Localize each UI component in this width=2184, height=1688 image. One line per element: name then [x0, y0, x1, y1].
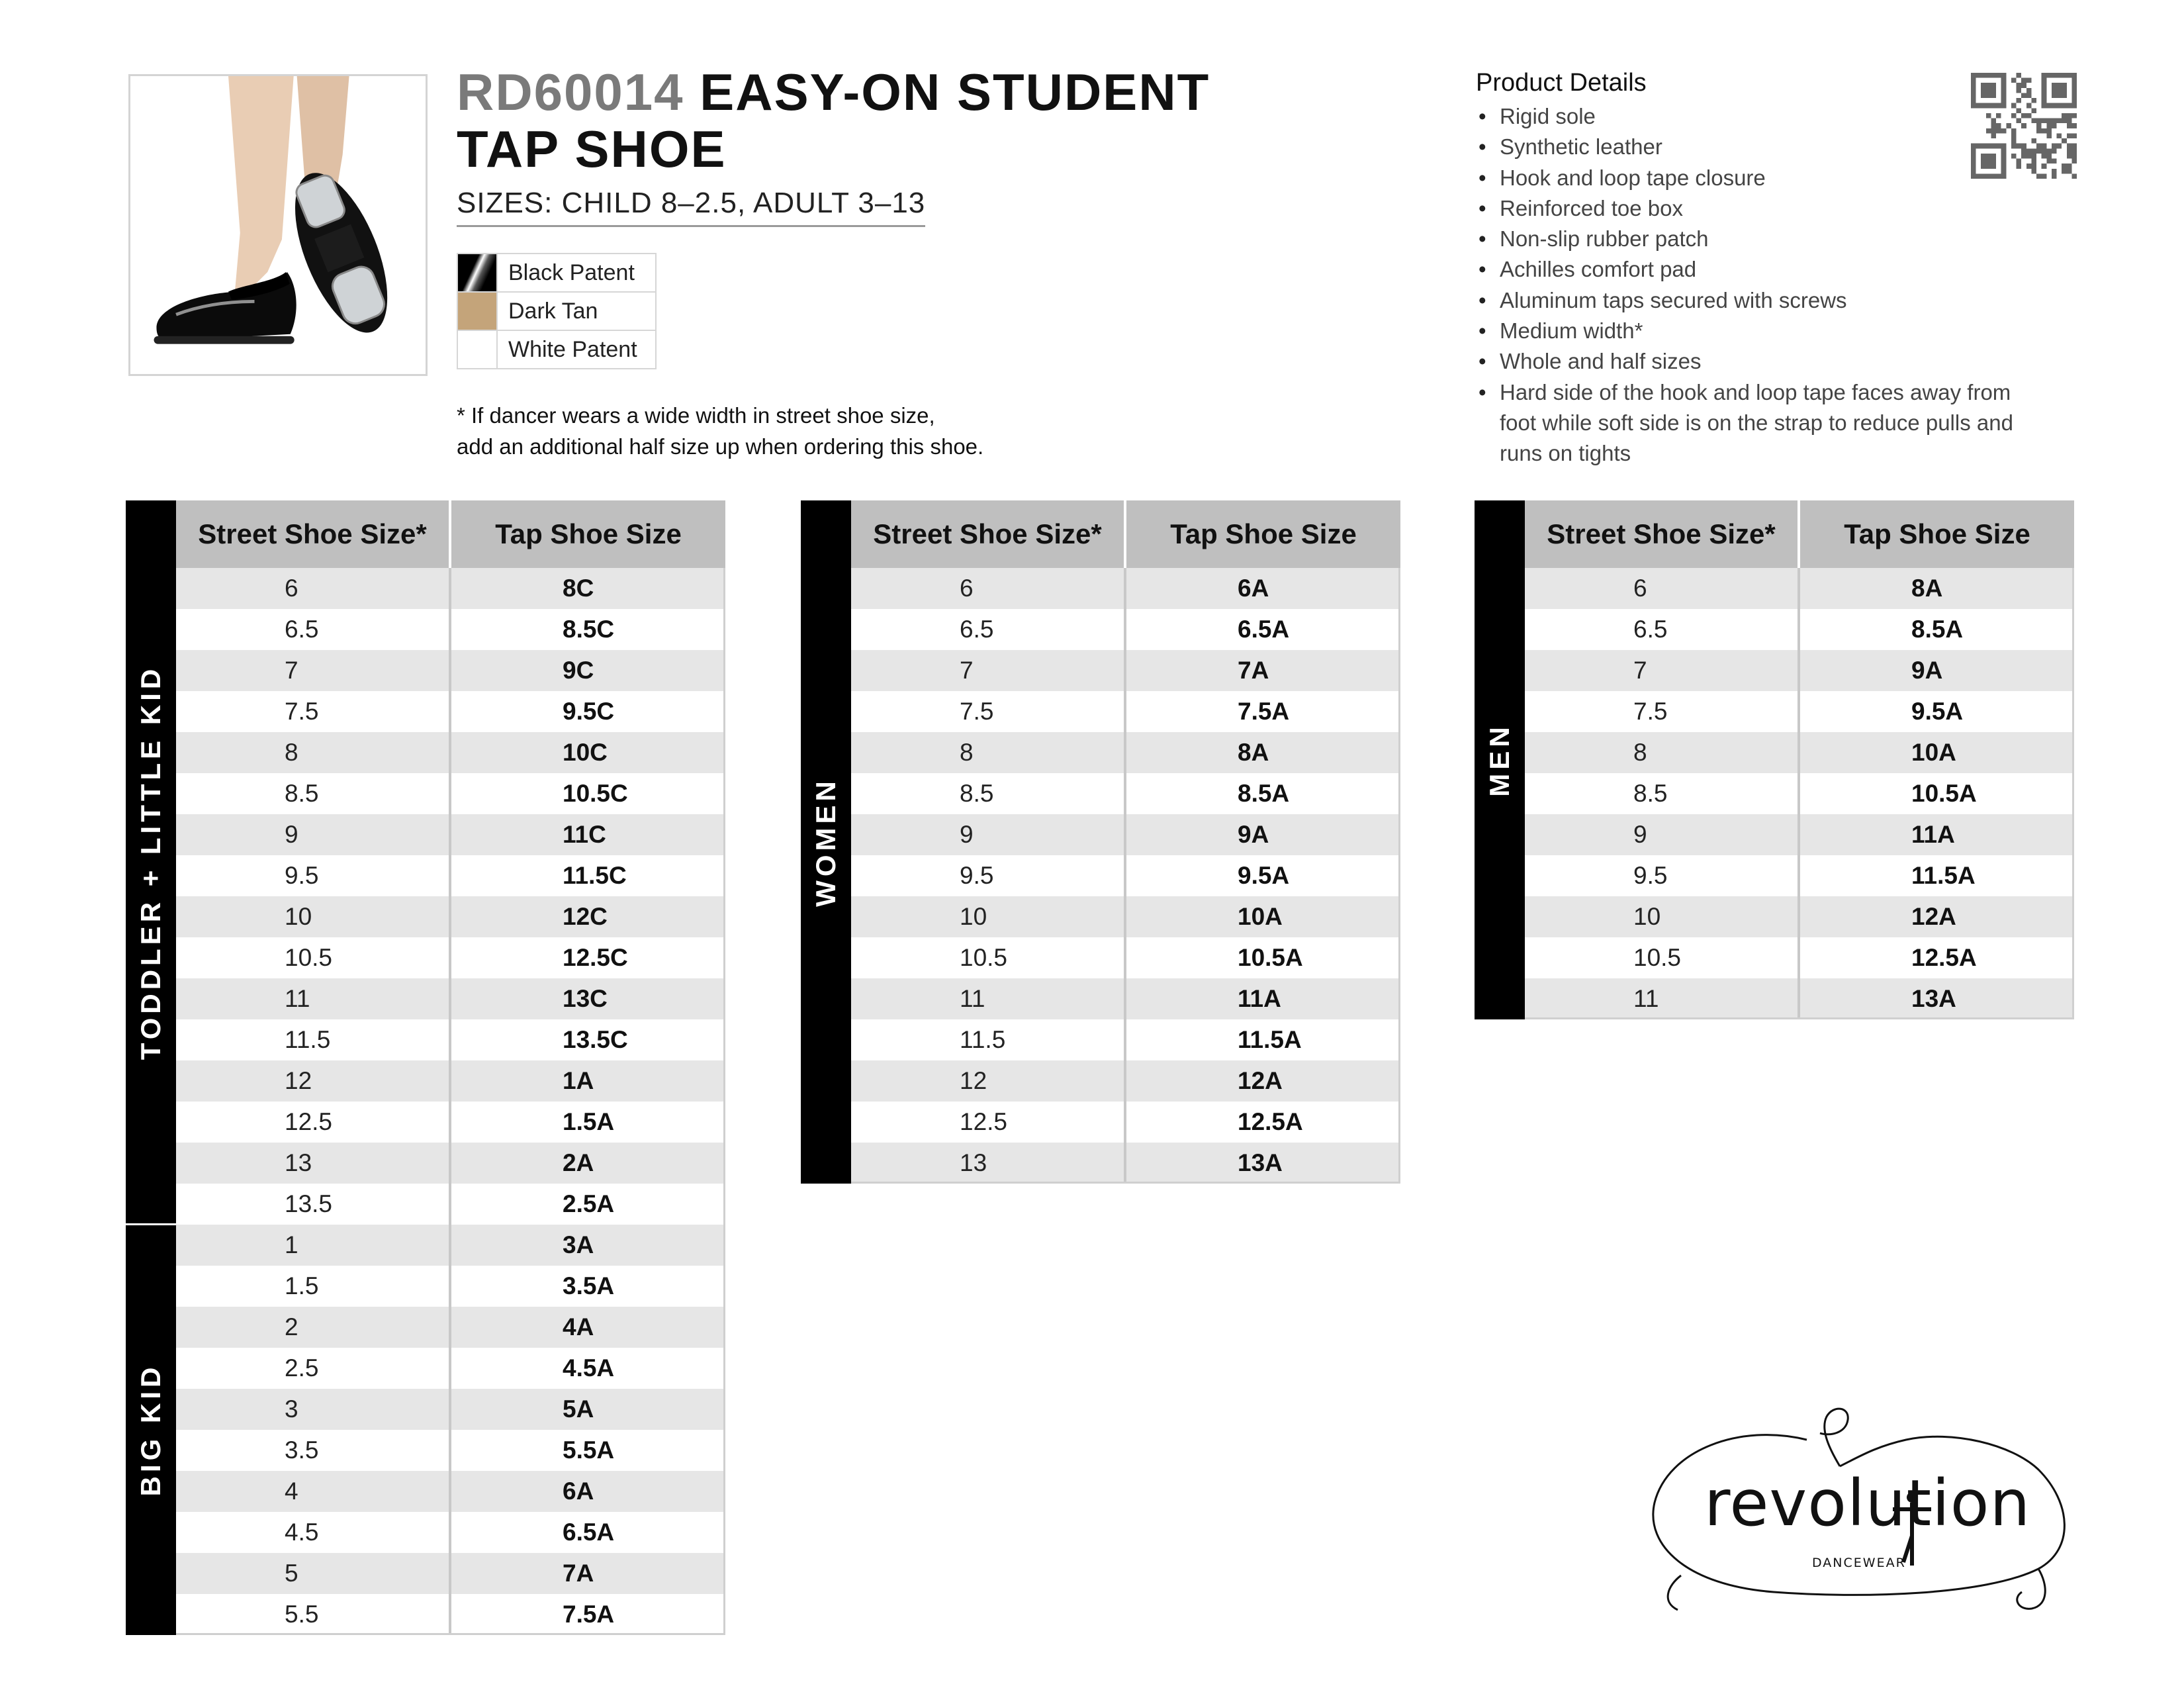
- tap-size-cell: 12A: [1911, 903, 1956, 930]
- detail-item-line: foot while soft side is on the strap to reduce pulls and: [1500, 410, 2013, 435]
- table-row: [1525, 609, 2074, 650]
- table-body: [851, 568, 1400, 1184]
- table-row: [176, 1143, 725, 1184]
- detail-item-line: runs on tights: [1500, 441, 1631, 466]
- table-row: [851, 650, 1400, 691]
- men-size-table: [1475, 500, 2074, 1019]
- tap-size-cell: 9C: [563, 657, 594, 684]
- tap-size-cell: 13.5C: [563, 1026, 628, 1053]
- tap-size-cell: 10A: [1238, 903, 1283, 930]
- tap-size-cell: 1.5A: [563, 1108, 615, 1135]
- street-size-cell: 8: [1525, 732, 1800, 773]
- street-size-cell: 7: [176, 650, 451, 691]
- table-row: [176, 650, 725, 691]
- tap-size-header: Tap Shoe Size: [451, 500, 725, 568]
- men-label: MEN: [1484, 723, 1515, 797]
- tap-size-cell: 7.5A: [1238, 698, 1290, 725]
- street-size-cell: 5.5: [176, 1594, 451, 1635]
- tap-size-cell: 12.5A: [1238, 1108, 1303, 1135]
- tap-size-header: Tap Shoe Size: [1126, 500, 1400, 568]
- product-title: [457, 64, 1284, 177]
- street-size-cell: 13.5: [176, 1184, 451, 1225]
- women-band: [801, 500, 851, 1184]
- table-row: [1525, 568, 2074, 609]
- street-size-cell: 10.5: [1525, 937, 1800, 978]
- tap-size-cell: 12A: [1238, 1067, 1283, 1094]
- big-kid-label: BIG KID: [135, 1363, 166, 1497]
- table-row: [176, 1225, 725, 1266]
- tap-size-cell: 8A: [1238, 739, 1269, 766]
- table-row: [851, 1143, 1400, 1184]
- table-row: [851, 773, 1400, 814]
- table-row: [176, 1019, 725, 1060]
- detail-item: • Whole and half sizes: [1476, 346, 2085, 377]
- street-size-cell: 6.5: [851, 609, 1126, 650]
- color-name: White Patent: [497, 330, 656, 369]
- table-row: [176, 1430, 725, 1471]
- table-row: [1525, 691, 2074, 732]
- tap-size-cell: 10.5A: [1911, 780, 1977, 807]
- table-row: [176, 568, 725, 609]
- street-size-cell: 9: [1525, 814, 1800, 855]
- tap-size-cell: 5A: [563, 1395, 594, 1423]
- street-size-cell: 8.5: [176, 773, 451, 814]
- table-body: [1525, 568, 2074, 1019]
- tap-size-cell: 7A: [1238, 657, 1269, 684]
- street-size-cell: 2: [176, 1307, 451, 1348]
- street-size-cell: 2.5: [176, 1348, 451, 1389]
- big-kid-band: [126, 1225, 176, 1635]
- tap-size-cell: 6.5A: [563, 1519, 615, 1546]
- tap-size-cell: 8.5A: [1238, 780, 1290, 807]
- street-size-cell: 11.5: [176, 1019, 451, 1060]
- street-size-cell: 10.5: [851, 937, 1126, 978]
- table-row: [851, 978, 1400, 1019]
- street-size-cell: 11: [176, 978, 451, 1019]
- tap-size-header: Tap Shoe Size: [1800, 500, 2074, 568]
- table-row: [851, 609, 1400, 650]
- toddler-little-kid-band: [126, 500, 176, 1225]
- tap-size-cell: 12C: [563, 903, 608, 930]
- product-name-line1: EASY-ON STUDENT: [700, 63, 1210, 121]
- street-size-cell: 11: [1525, 978, 1800, 1019]
- tap-size-cell: 3A: [563, 1231, 594, 1258]
- detail-item: • Rigid sole: [1476, 101, 2085, 132]
- tap-size-cell: 13C: [563, 985, 608, 1012]
- tap-size-cell: 11A: [1911, 821, 1955, 848]
- table-header: [176, 500, 725, 568]
- kids-size-table: [126, 500, 725, 1635]
- street-size-cell: 6: [176, 568, 451, 609]
- street-size-cell: 3: [176, 1389, 451, 1430]
- table-row: [176, 1184, 725, 1225]
- tap-size-cell: 11C: [563, 821, 606, 848]
- table-row: [176, 1307, 725, 1348]
- table-row: [1525, 855, 2074, 896]
- table-body: [176, 568, 725, 1635]
- table-row: [851, 814, 1400, 855]
- street-size-header: Street Shoe Size*: [176, 500, 451, 568]
- table-row: [176, 1389, 725, 1430]
- table-row: [176, 1348, 725, 1389]
- table-row: [1525, 650, 2074, 691]
- tap-size-cell: 8.5A: [1911, 616, 1964, 643]
- tap-size-cell: 2A: [563, 1149, 594, 1176]
- detail-item: • Medium width*: [1476, 316, 2085, 346]
- street-size-cell: 12: [176, 1060, 451, 1102]
- table-row: [176, 691, 725, 732]
- detail-item: [1476, 377, 2085, 469]
- width-note-line2: add an additional half size up when ordering this shoe.: [457, 434, 984, 459]
- tap-size-cell: 10C: [563, 739, 608, 766]
- street-size-cell: 7.5: [1525, 691, 1800, 732]
- revolution-dancewear-logo: [1641, 1403, 2078, 1628]
- tap-size-cell: 8C: [563, 575, 594, 602]
- dark-tan-swatch: [457, 292, 497, 330]
- street-size-cell: 8: [851, 732, 1126, 773]
- table-row: [176, 1266, 725, 1307]
- street-size-cell: 13: [176, 1143, 451, 1184]
- tap-size-cell: 13A: [1238, 1149, 1283, 1176]
- detail-item: • Hook and loop tape closure: [1476, 163, 2085, 193]
- size-range: SIZES: CHILD 8–2.5, ADULT 3–13: [457, 187, 925, 227]
- street-size-cell: 4.5: [176, 1512, 451, 1553]
- street-size-cell: 9: [851, 814, 1126, 855]
- color-row: [457, 330, 656, 369]
- tap-size-cell: 12.5A: [1911, 944, 1977, 971]
- table-header: [1525, 500, 2074, 568]
- women-label: WOMEN: [810, 777, 841, 907]
- street-size-cell: 8.5: [851, 773, 1126, 814]
- table-row: [1525, 814, 2074, 855]
- street-size-cell: 12.5: [851, 1102, 1126, 1143]
- table-row: [176, 855, 725, 896]
- table-row: [176, 1594, 725, 1635]
- table-row: [176, 1553, 725, 1594]
- detail-item: • Reinforced toe box: [1476, 193, 2085, 224]
- street-size-cell: 11: [851, 978, 1126, 1019]
- table-row: [851, 1019, 1400, 1060]
- street-size-cell: 12: [851, 1060, 1126, 1102]
- detail-item: • Non-slip rubber patch: [1476, 224, 2085, 254]
- qr-code-icon[interactable]: [1971, 73, 2077, 179]
- street-size-cell: 10: [176, 896, 451, 937]
- tap-size-cell: 4.5A: [563, 1354, 615, 1382]
- tap-size-cell: 11.5A: [1911, 862, 1976, 889]
- street-size-cell: 5: [176, 1553, 451, 1594]
- product-photo: [128, 74, 428, 376]
- table-row: [851, 691, 1400, 732]
- tap-size-cell: 2.5A: [563, 1190, 615, 1217]
- street-size-cell: 12.5: [176, 1102, 451, 1143]
- street-size-cell: 6.5: [1525, 609, 1800, 650]
- product-details-title: Product Details: [1476, 69, 1647, 97]
- street-size-cell: 11.5: [851, 1019, 1126, 1060]
- street-size-cell: 7.5: [851, 691, 1126, 732]
- tap-size-cell: 10A: [1911, 739, 1956, 766]
- tap-size-cell: 11.5A: [1238, 1026, 1302, 1053]
- street-size-cell: 9.5: [1525, 855, 1800, 896]
- street-size-cell: 9: [176, 814, 451, 855]
- table-row: [176, 732, 725, 773]
- tap-size-cell: 10.5A: [1238, 944, 1303, 971]
- table-row: [176, 896, 725, 937]
- tap-size-cell: 6A: [563, 1477, 594, 1505]
- table-row: [176, 773, 725, 814]
- street-size-cell: 9.5: [851, 855, 1126, 896]
- band-divider: [126, 1223, 176, 1225]
- street-size-cell: 8: [176, 732, 451, 773]
- tap-size-cell: 6A: [1238, 575, 1269, 602]
- table-row: [176, 1471, 725, 1512]
- table-row: [1525, 773, 2074, 814]
- tap-shoe-image: [130, 76, 426, 374]
- tap-size-cell: 1A: [563, 1067, 594, 1094]
- color-name: Black Patent: [497, 254, 656, 292]
- color-name: Dark Tan: [497, 292, 656, 330]
- color-row: [457, 292, 656, 330]
- table-row: [851, 732, 1400, 773]
- table-row: [176, 937, 725, 978]
- toddler-little-kid-label: TODDLER + LITTLE KID: [135, 665, 166, 1060]
- table-row: [851, 937, 1400, 978]
- detail-item: • Synthetic leather: [1476, 132, 2085, 162]
- street-size-cell: 9.5: [176, 855, 451, 896]
- table-row: [176, 814, 725, 855]
- width-note: [457, 400, 983, 462]
- tap-size-cell: 10.5C: [563, 780, 628, 807]
- tap-size-cell: 7A: [563, 1560, 594, 1587]
- table-row: [851, 1102, 1400, 1143]
- detail-item: • Achilles comfort pad: [1476, 254, 2085, 285]
- women-size-table: [801, 500, 1400, 1184]
- street-size-cell: 13: [851, 1143, 1126, 1184]
- street-size-header: Street Shoe Size*: [851, 500, 1126, 568]
- street-size-cell: 10: [1525, 896, 1800, 937]
- product-code: RD60014: [457, 63, 684, 121]
- table-row: [1525, 896, 2074, 937]
- street-size-cell: 3.5: [176, 1430, 451, 1471]
- street-size-cell: 4: [176, 1471, 451, 1512]
- table-row: [851, 1060, 1400, 1102]
- street-size-cell: 1: [176, 1225, 451, 1266]
- detail-item-line: Hard side of the hook and loop tape faces away from: [1500, 379, 2011, 404]
- street-size-cell: 6: [851, 568, 1126, 609]
- street-size-cell: 7.5: [176, 691, 451, 732]
- tap-size-cell: 4A: [563, 1313, 594, 1340]
- street-size-cell: 1.5: [176, 1266, 451, 1307]
- detail-item: • Aluminum taps secured with screws: [1476, 285, 2085, 316]
- street-size-cell: 10: [851, 896, 1126, 937]
- table-row: [1525, 937, 2074, 978]
- street-size-cell: 6.5: [176, 609, 451, 650]
- tap-size-cell: 9A: [1911, 657, 1943, 684]
- table-row: [176, 609, 725, 650]
- table-row: [176, 1102, 725, 1143]
- width-note-line1: * If dancer wears a wide width in street shoe size,: [457, 403, 935, 428]
- tap-size-cell: 9A: [1238, 821, 1269, 848]
- tap-size-cell: 8A: [1911, 575, 1943, 602]
- tap-size-cell: 8.5C: [563, 616, 615, 643]
- table-row: [851, 568, 1400, 609]
- tap-size-cell: 5.5A: [563, 1436, 615, 1464]
- tap-size-cell: 11.5C: [563, 862, 627, 889]
- street-size-cell: 6: [1525, 568, 1800, 609]
- color-swatches: [457, 253, 657, 369]
- street-size-cell: 8.5: [1525, 773, 1800, 814]
- table-row: [851, 855, 1400, 896]
- street-size-cell: 7: [1525, 650, 1800, 691]
- table-row: [851, 896, 1400, 937]
- tap-size-cell: 9.5A: [1238, 862, 1290, 889]
- tap-size-cell: 6.5A: [1238, 616, 1290, 643]
- title-block: [457, 64, 1284, 227]
- table-row: [176, 1060, 725, 1102]
- tap-size-cell: 3.5A: [563, 1272, 615, 1299]
- table-header: [851, 500, 1400, 568]
- black-patent-swatch: [457, 254, 497, 292]
- logo-subtitle: DANCEWEAR: [1812, 1556, 1906, 1570]
- white-patent-swatch: [457, 330, 497, 369]
- table-row: [176, 978, 725, 1019]
- tap-size-cell: 11A: [1238, 985, 1281, 1012]
- table-row: [1525, 732, 2074, 773]
- tap-size-cell: 7.5A: [563, 1601, 615, 1628]
- logo-wordmark: revolution: [1704, 1466, 2031, 1540]
- table-row: [176, 1512, 725, 1553]
- color-row: [457, 254, 656, 292]
- street-size-cell: 7: [851, 650, 1126, 691]
- tap-size-cell: 13A: [1911, 985, 1956, 1012]
- tap-size-cell: 12.5C: [563, 944, 628, 971]
- table-row: [1525, 978, 2074, 1019]
- tap-size-cell: 9.5A: [1911, 698, 1964, 725]
- street-size-cell: 10.5: [176, 937, 451, 978]
- men-band: [1475, 500, 1525, 1019]
- product-name-line2: TAP SHOE: [457, 120, 727, 178]
- street-size-header: Street Shoe Size*: [1525, 500, 1800, 568]
- tap-size-cell: 9.5C: [563, 698, 615, 725]
